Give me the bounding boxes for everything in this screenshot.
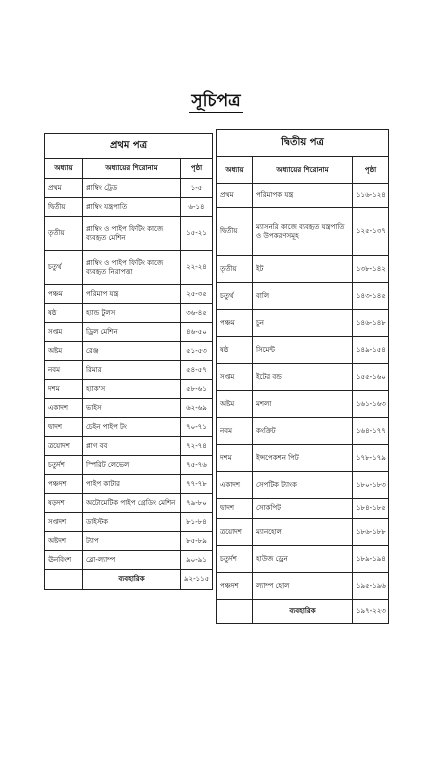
chapter-number: একাদশ [217,472,253,499]
chapter-title: কংক্রিট [253,418,353,445]
practical-label: ব্যবহারিক [253,600,353,624]
chapter-title: সোকপিট [253,499,353,519]
chapter-number: সপ্তম [217,364,253,391]
chapter-title: প্লাম্বিং ও পাইপ ফিটিং কাজে ব্যবহৃত মেশিন [83,217,181,251]
chapter-number: পঞ্চম [217,310,253,337]
column-header-row [217,157,389,184]
chapter-number: দ্বাদশ [45,418,83,437]
chapter-title: প্লাগ বব [83,437,181,456]
chapter-title: অটোমেটিক পাইপ গ্রেডিং মেশিন [83,494,181,513]
chapter-title: হাউজ ড্রেন [253,546,353,573]
chapter-number: ষষ্ঠ [45,304,83,323]
chapter-number: দ্বাদশ [217,499,253,519]
table-row [217,546,389,573]
table-row [45,285,213,304]
page-range: ৫৮-৬১ [181,380,213,399]
page-range: ১-৫ [181,179,213,198]
table-row [217,499,389,519]
table-row [217,573,389,600]
chapter-title: বালি [253,283,353,310]
table-row [217,208,389,256]
page-range: ৪৬-৫০ [181,323,213,342]
table-row [217,472,389,499]
chapter-title: ব্লো-ল্যাম্প [83,551,181,570]
page-range: ৭৯-৮০ [181,494,213,513]
table-row [217,391,389,418]
page-range: ১৪৩-১৪৫ [353,283,389,310]
chapter-number: চতুর্থ [45,251,83,285]
chapter-number: ষড়দশ [45,494,83,513]
chapter-title: ম্যাসনরি কাজে ব্যবহৃত যন্ত্রপাতি ও উপকরণসমূহ [253,208,353,256]
title-column-header: অধ্যায়ের শিরোনাম [83,159,181,179]
page-range: ১৮৯-১৯৪ [353,546,389,573]
chapter-title: প্লাম্বিং ট্রেড [83,179,181,198]
table-row [45,198,213,217]
chapter-number: তৃতীয় [217,256,253,283]
table-row [45,532,213,551]
title-column-header: অধ্যায়ের শিরোনাম [253,157,353,184]
page-range: ১৪৬-১৪৮ [353,310,389,337]
chapter-title: চুন [253,310,353,337]
page-range: ৭৭-৭৮ [181,475,213,494]
chapter-title: ভাইস [83,399,181,418]
chapter-title: প্লাম্বিং ও পাইপ ফিটিং কাজে ব্যবহৃত নিরাপত্তা [83,251,181,285]
table-row [45,475,213,494]
practical-page-range: ১৯৭-২২৩ [353,600,389,624]
table-row [45,513,213,532]
table-row [217,283,389,310]
chapter-number: একাদশ [45,399,83,418]
page-range: ৮৫-৮৯ [181,532,213,551]
page-range: ১৫৫-১৬০ [353,364,389,391]
chapter-number: পঞ্চদশ [217,573,253,600]
title-underline [189,112,243,113]
page-range: ১৭৮-১৭৯ [353,445,389,472]
empty-cell [217,600,253,624]
chapter-number: দ্বিতীয় [217,208,253,256]
chapter-title: পরিমাপক যন্ত্র [253,184,353,208]
table-row [217,184,389,208]
table-row [45,217,213,251]
table-heading: প্রথম পত্র [45,134,213,159]
chapter-number: ষষ্ঠ [217,337,253,364]
page-range: ৭২-৭৪ [181,437,213,456]
practical-row [45,570,213,590]
page-range: ১৮৬-১৮৮ [353,519,389,546]
chapter-number: পঞ্চদশ [45,475,83,494]
chapter-title: ইট [253,256,353,283]
chapter-title: ম্যানহোল [253,519,353,546]
table-row [45,251,213,285]
chapter-number: অষ্টম [45,342,83,361]
chapter-number: সপ্তম [45,323,83,342]
chapter-title: হ্যাক'স [83,380,181,399]
table-row [45,361,213,380]
chapter-column-header: অধ্যায় [217,157,253,184]
table-row [217,310,389,337]
table-row [45,179,213,198]
chapter-number: চতুর্থ [217,283,253,310]
chapter-title: পরিমাপ যন্ত্র [83,285,181,304]
page-range: ৬২-৬৯ [181,399,213,418]
chapter-title: ডাইস্টক [83,513,181,532]
practical-label: ব্যবহারিক [83,570,181,590]
page-range: ২২-২৪ [181,251,213,285]
table-heading-row [217,130,389,157]
table-row [45,304,213,323]
chapter-title: পাইপ কাটার [83,475,181,494]
table-row [217,418,389,445]
table-row [45,437,213,456]
table-row [217,445,389,472]
table-row [45,342,213,361]
chapter-column-header: অধ্যায় [45,159,83,179]
toc-table-second-paper [216,129,389,624]
table-row [45,456,213,475]
chapter-number: চতুর্দশ [217,546,253,573]
chapter-title: ট্যাপ [83,532,181,551]
chapter-title: সেপটিক ট্যাংক [253,472,353,499]
table-row [45,418,213,437]
page-range: ৯০-৯১ [181,551,213,570]
table-row [45,323,213,342]
chapter-title: ইন্সপেকশন পিট [253,445,353,472]
chapter-number: দ্বিতীয় [45,198,83,217]
table-heading: দ্বিতীয় পত্র [217,130,389,157]
chapter-title: ল্যাম্প হোল [253,573,353,600]
page-range: ১৮০-১৮৩ [353,472,389,499]
page-range: ১৫-২১ [181,217,213,251]
page-range: ৭৫-৭৬ [181,456,213,475]
chapter-number: প্রথম [45,179,83,198]
page-range: ৫১-৫৩ [181,342,213,361]
page-range: ১৬১-১৬৩ [353,391,389,418]
table-row [45,399,213,418]
chapter-number: ত্রয়োদশ [45,437,83,456]
table-row [45,551,213,570]
page-column-header: পৃষ্ঠা [353,157,389,184]
page-range: ৭০-৭১ [181,418,213,437]
chapter-number: তৃতীয় [45,217,83,251]
page-range: ১৪৯-১৫৪ [353,337,389,364]
table-row [217,256,389,283]
chapter-number: নবম [45,361,83,380]
chapter-number: সপ্তদশ [45,513,83,532]
chapter-number: পঞ্চম [45,285,83,304]
table-row [45,494,213,513]
chapter-number: নবম [217,418,253,445]
practical-page-range: ৯২-১১৫ [181,570,213,590]
page-range: ২৫-৩৫ [181,285,213,304]
chapter-title: চেইন পাইপ টং [83,418,181,437]
chapter-title: ইটের বন্ড [253,364,353,391]
chapter-number: ত্রয়োদশ [217,519,253,546]
chapter-title: প্লাম্বিং যন্ত্রপাতি [83,198,181,217]
table-row [217,364,389,391]
table-row [217,519,389,546]
table-heading-row [45,134,213,159]
page-range: ১৮৪-১৮৫ [353,499,389,519]
page-range: ১৩৮-১৪২ [353,256,389,283]
page-range: ১৬৪-১৭৭ [353,418,389,445]
chapter-number: দশম [45,380,83,399]
page-range: ১১৬-১২৪ [353,184,389,208]
toc-table-first-paper [44,133,213,590]
empty-cell [45,570,83,590]
chapter-number: ঊনবিংশ [45,551,83,570]
page-range: ১৯৫-১৯৬ [353,573,389,600]
page-range: ৫৪-৫৭ [181,361,213,380]
chapter-number: অষ্টম [217,391,253,418]
page-title: সূচিপত্র [191,91,241,111]
chapter-number: চতুর্দশ [45,456,83,475]
practical-row [217,600,389,624]
page-range: ৬-১৪ [181,198,213,217]
chapter-title: মশলা [253,391,353,418]
page-range: ৮১-৮৪ [181,513,213,532]
chapter-title: রেঞ্জ [83,342,181,361]
chapter-number: প্রথম [217,184,253,208]
page-range: ১২৫-১৩৭ [353,208,389,256]
page-range: ৩৬-৪৫ [181,304,213,323]
chapter-title: স্পিরিট লেভেল [83,456,181,475]
chapter-title: রিমার [83,361,181,380]
table-row [217,337,389,364]
chapter-title: ড্রিল মেশিন [83,323,181,342]
chapter-title: সিমেন্ট [253,337,353,364]
chapter-title: হ্যান্ড টুলস [83,304,181,323]
page-column-header: পৃষ্ঠা [181,159,213,179]
chapter-number: দশম [217,445,253,472]
column-header-row [45,159,213,179]
chapter-number: অষ্টদশ [45,532,83,551]
table-row [45,380,213,399]
